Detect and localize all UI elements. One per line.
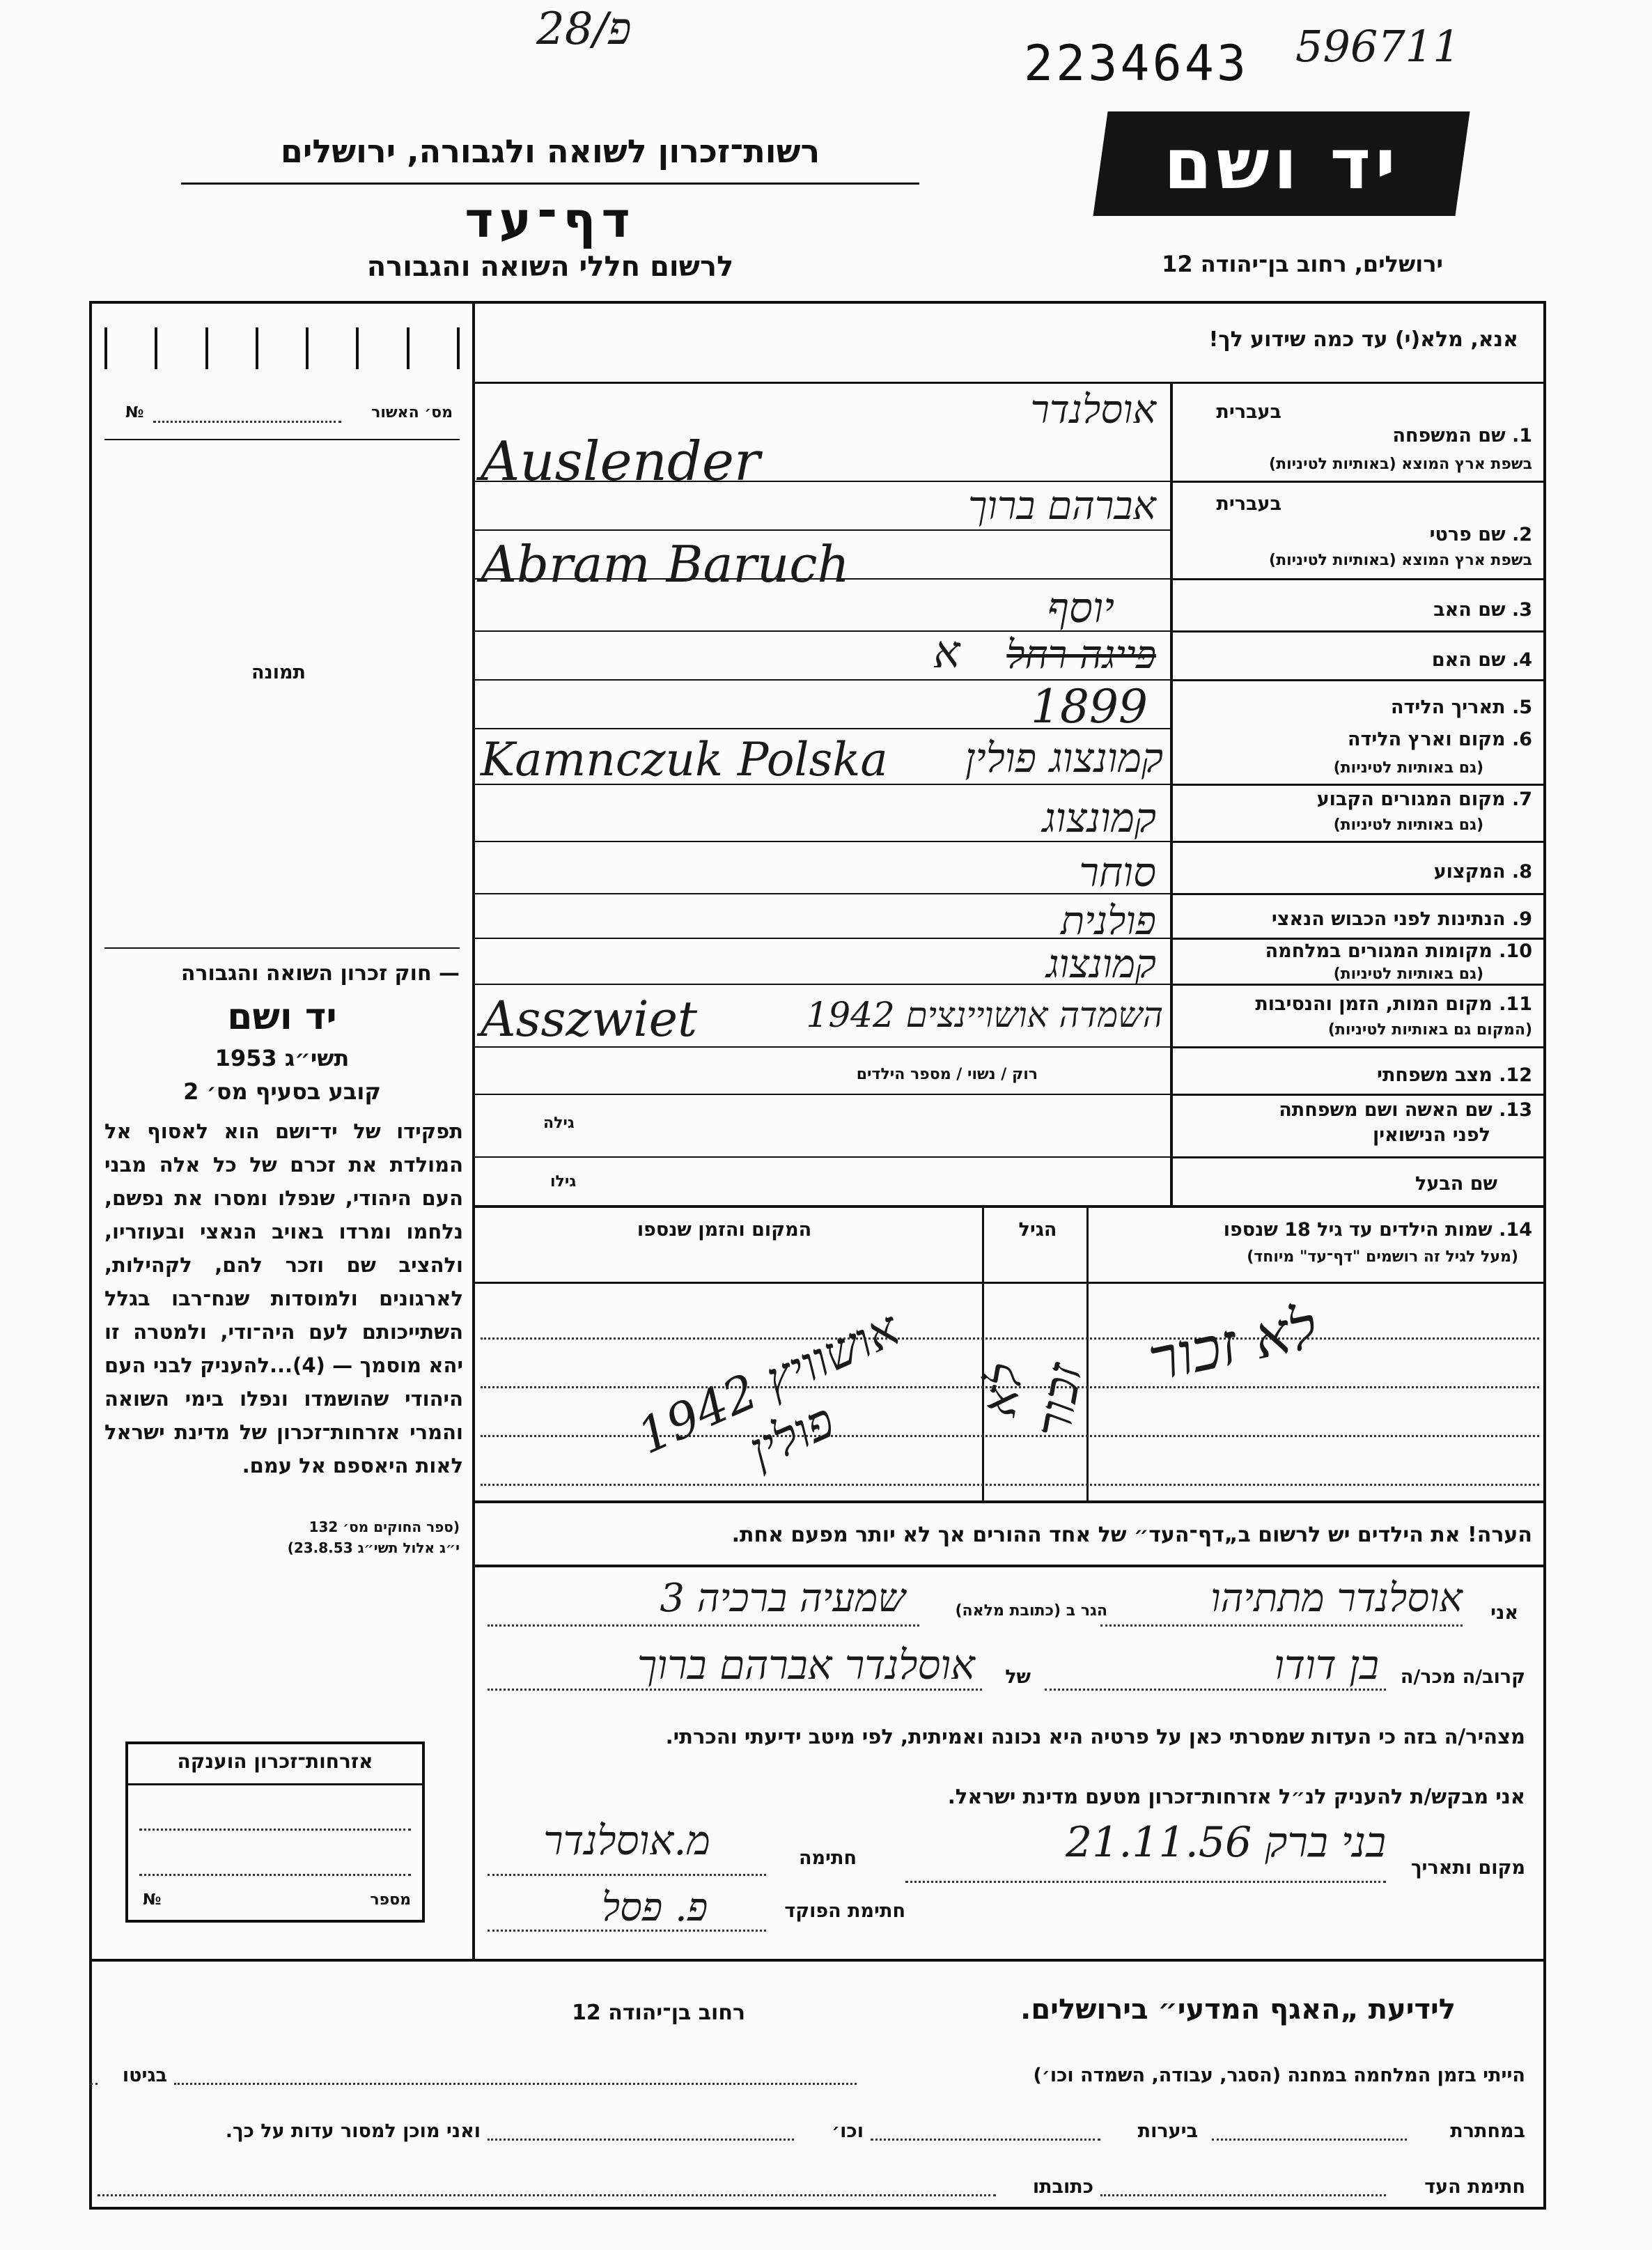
decl-statement: מצהיר/ה בזה כי העדות שמסרתי כאן על פרטיה היא נכונה ואמיתית, לפי מיטב ידיעתי והכרתי. <box>665 1725 1525 1748</box>
value-mother: א <box>933 627 960 678</box>
label-wife-sub: לפני הנישואין <box>1372 1124 1490 1146</box>
label-marital: 12. מצב משפחתי <box>1377 1064 1532 1086</box>
approval-no: № <box>125 404 144 421</box>
value-father: יוסף <box>1047 584 1114 633</box>
value-death-lat: Asszwiet <box>481 991 698 1048</box>
value-mother-struck: פייגה רחל <box>1006 633 1156 678</box>
law-section: קובע בסעיף מס׳ 2 <box>183 1078 381 1105</box>
law-ref-1: (ספר החוקים מס׳ 132 <box>309 1519 460 1535</box>
label-nationality: 9. הנתינות לפני הכבוש הנאצי <box>1271 908 1532 930</box>
value-wartime-residence: קמונצוג <box>1046 942 1156 987</box>
citizenship-title: אזרחות־זכרון הוענקה <box>177 1750 373 1773</box>
label-children-sub: (מעל לגיל זה רושמים "דף־עד" מיוחד) <box>1247 1248 1518 1266</box>
citizenship-number-label: מספר <box>370 1891 411 1909</box>
label-in-hebrew-2: בעברית <box>1216 493 1281 515</box>
approval-number-label: מס׳ האשור <box>371 404 453 421</box>
footer-line3-address: כתובתו <box>1032 2176 1093 2198</box>
decl-relation-label: קרוב/ה מכר/ה <box>1400 1666 1525 1688</box>
wife-age-label: גילה <box>543 1115 575 1132</box>
value-profession: סוחר <box>1079 848 1156 896</box>
footer-address: רחוב בן־יהודה 12 <box>572 2001 745 2025</box>
law-year: תשי״ג 1953 <box>215 1045 350 1071</box>
label-wartime-residence: 10. מקומות המגורים במלחמה <box>1265 940 1532 962</box>
intro-text: אנא, מלא(י) עד כמה שידוע לך! <box>1208 327 1518 352</box>
label-firstname: 2. שם פרטי <box>1429 524 1532 545</box>
value-children-age: לא זכור <box>969 1358 1093 1442</box>
decl-officer-value: פ. פסל <box>601 1885 708 1930</box>
decl-witness-address: שמעיה ברכיה 3 <box>660 1576 905 1621</box>
footer-line2-underground: במחתרת <box>1450 2120 1525 2142</box>
label-age-column: הגיל <box>1018 1219 1057 1241</box>
form-number: 2234643 <box>1024 35 1249 92</box>
decl-place-date-label: מקום ותאריך <box>1410 1857 1525 1879</box>
label-father: 3. שם האב <box>1433 599 1532 621</box>
label-profession: 8. המקצוע <box>1433 861 1532 883</box>
decl-place-date-value: בני ברק 21.11.56 <box>1066 1818 1386 1867</box>
footer-line1-camp: הייתי בזמן המלחמה במחנה (הסגר, עבודה, השמדה וכו׳) <box>1033 2065 1525 2086</box>
decl-relation-value: בן דודו <box>1274 1641 1379 1689</box>
value-surname-he: אוסלנדר <box>1030 387 1156 433</box>
folder-code: פ/28 <box>536 3 632 55</box>
form-subtitle: לרשום חללי השואה והגבורה <box>366 251 734 283</box>
value-nationality: פולנית <box>1061 899 1156 944</box>
value-surname-lat: Auslender <box>481 430 761 493</box>
note-text: הערה! את הילדים יש לרשום ב„דף־העד״ של אחד ההורים אך לא יותר מפעם אחת. <box>731 1523 1532 1547</box>
label-residence: 7. מקום המגורים הקבוע <box>1316 789 1532 810</box>
label-wartime-residence-sub: (גם באותיות לטיניות) <box>1333 965 1483 983</box>
label-birthdate: 5. תאריך הלידה <box>1390 697 1532 718</box>
value-firstname-he: אברהם ברוך <box>968 483 1156 529</box>
label-in-hebrew-1: בעברית <box>1216 401 1281 423</box>
label-mother: 4. שם האם <box>1431 649 1532 671</box>
husband-age-label: גילו <box>550 1173 577 1190</box>
decl-i-label: אני <box>1490 1602 1518 1624</box>
value-birthplace-he: קמונצוג פולין <box>965 734 1163 782</box>
label-surname-sub: בשפת ארץ המוצא (באותיות לטיניות) <box>1269 456 1532 473</box>
footer-line2-etc: וכו׳ <box>832 2120 864 2142</box>
label-death-sub: (המקום גם באותיות לטיניות) <box>1327 1021 1532 1039</box>
decl-of-value: אוסלנדר אברהם ברוך <box>637 1641 975 1689</box>
form-title: דף־עד <box>465 192 636 249</box>
approval-ticks <box>104 327 460 376</box>
label-surname: 1. שם המשפחה <box>1392 425 1532 447</box>
decl-request: אני מבקש/ת להעניק לנ״ל אזרחות־זכרון מטעם מדינת ישראל. <box>947 1785 1525 1808</box>
decl-of-label: של <box>1005 1666 1031 1688</box>
footer-title: לידיעת „האגף המדעי״ בירושלים. <box>1020 1994 1456 2026</box>
decl-residing-label: הגר ב (כתובת מלאה) <box>955 1602 1107 1620</box>
law-name: יד ושם <box>227 996 337 1038</box>
label-place-time-column: המקום והזמן שנספו <box>637 1219 812 1241</box>
decl-signature-value: מ.אוסלנדר <box>543 1817 710 1864</box>
law-text: תפקידו של יד־ושם הוא לאסוף אל המולדת את זכרם של כל אלה מבני העם היהודי, שנפלו ומסרו את נפשם, נלחמו ומרדו באויב הנאצי ובעוזריו, ולהציב שם וזכר להם, לקהילות, לארגונים ולמוסדות שנח־רבו בגלל השתייכותם לעם היה־ודי, ולמטרה זו יהא מוסמך — (4)...להעניק לבני העם היהודי שהושמדו ונפלו בימי השואה והמרי אזרחות־זכרון של מדינת ישראל לאות היאספם אל עמם. <box>104 1119 463 1477</box>
citizenship-no: № <box>143 1891 162 1909</box>
value-birth-year: 1899 <box>1031 680 1148 734</box>
label-residence-sub: (גם באותיות לטיניות) <box>1333 816 1483 834</box>
value-children-place: אושוויץ 1942 פולין <box>629 1299 907 1480</box>
header-address: ירושלים, רחוב בן־יהודה 12 <box>1162 251 1443 277</box>
archive-number: 596711 <box>1295 21 1460 72</box>
footer-line2-willing: ואני מוכן למסור עדות על כך. <box>225 2120 481 2142</box>
footer-line3-signature: חתימת העד <box>1424 2176 1525 2198</box>
decl-witness-name: אוסלנדר מתתיהו <box>1210 1576 1463 1621</box>
label-birthplace-sub: (גם באותיות לטיניות) <box>1333 759 1483 777</box>
label-husband: שם הבעל <box>1415 1173 1497 1195</box>
footer-line1-ghetto: בגיטו <box>122 2065 167 2086</box>
decl-officer-label: חתימת הפוקד <box>784 1900 905 1922</box>
law-ref-2: י״ג אלול תשי״ג 23.8.53) <box>287 1539 460 1556</box>
label-wife: 13. שם האשה ושם משפחתה <box>1279 1099 1532 1121</box>
law-title: — חוק זכרון השואה והגבורה <box>180 961 460 986</box>
value-birthplace-lat: Kamnczuk Polska <box>481 733 888 786</box>
value-children-names: לא זכור <box>1142 1292 1323 1395</box>
footer-line2-forests: ביערות <box>1137 2120 1198 2142</box>
photo-label: תמונה <box>251 662 306 683</box>
label-firstname-sub: בשפת ארץ המוצא (באותיות לטיניות) <box>1269 552 1532 569</box>
label-death: 11. מקום המות, הזמן והנסיבות <box>1255 993 1532 1015</box>
label-birthplace: 6. מקום וארץ הלידה <box>1347 729 1532 750</box>
authority-name: רשות־זכרון לשואה ולגבורה, ירושלים <box>280 132 820 170</box>
value-residence: קמונצוג <box>1042 794 1156 841</box>
label-children: 14. שמות הילדים עד גיל 18 שנספו <box>1223 1219 1532 1241</box>
value-death-he: השמדה אושויינצים 1942 <box>806 995 1163 1035</box>
value-firstname-lat: Abram Baruch <box>481 535 850 593</box>
decl-signature-label: חתימה <box>798 1847 857 1869</box>
marital-options: רוק / נשוי / מספר הילדים <box>856 1066 1038 1083</box>
yad-vashem-logo: יד ושם <box>1093 111 1470 216</box>
